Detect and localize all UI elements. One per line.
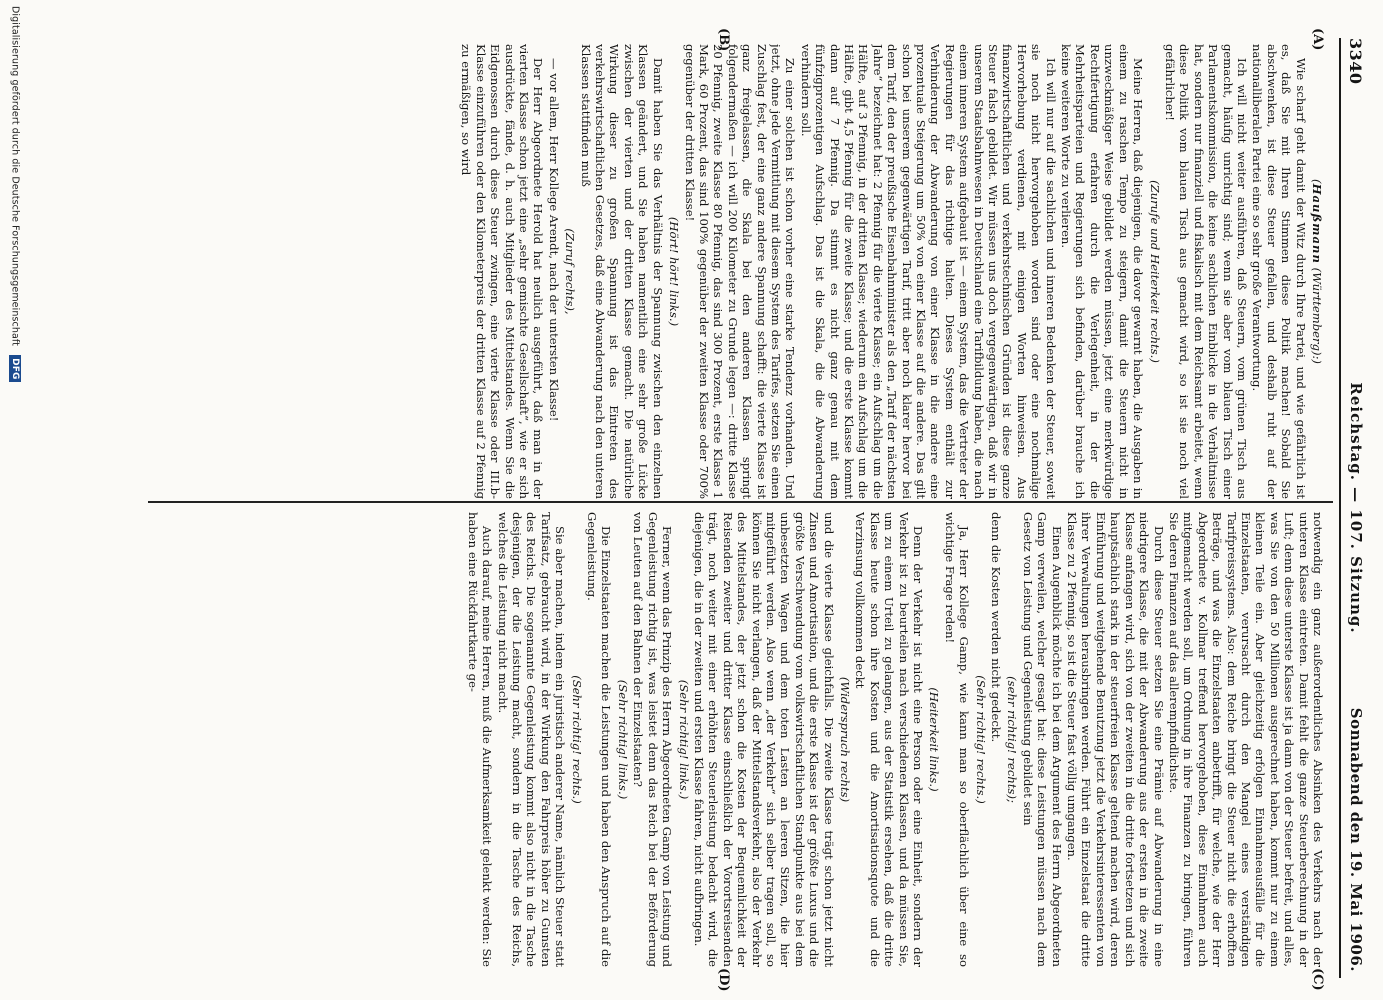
paragraph: notwendig ein ganz außerordentliches Absinken des Verkehrs nach der unteren Klasse eintreten. Damit fehlt die ganze Steuerberechnung in der Luft; denn diese unterste Klasse ist ja dann von der Steuer befreit, und alles, was Sie von den 50 Millionen ausgerechnet haben, kommt nur zu einem kleinen Teile ein. Aber gleichzeitig erfolgen Einnahmeausfälle für die Einzelstaaten, verursacht durch den Mangel eines verständigen Tarifpreissystems. Also: dem Reiche bringt die Steuer nicht die erhofften Beträge, und was die Einzelstaaten anbetrifft, für welche, wie der Herr Abgeordnete v. Kollmar treffend hervorgehoben, diese Einnahmen auch mitgemacht werden soll, um Ordnung in ihre Finanzen zu bringen, führen Sie deren Finanzen auf das allerempfindlichste.	[1166, 512, 1325, 967]
speaker-line: (Haußmann (Württemberg):)	[1310, 179, 1324, 364]
interjection: (Heiterkeit links.)	[927, 687, 942, 792]
interjection: (Sehr richtig! rechts.)	[569, 675, 584, 804]
page-header-date: Sonnabend den 19. Mai 1906.	[1347, 707, 1365, 972]
paragraph: Ich will nur auf die sachlichen und inneren Bedenken der Steuer, soweit sie noch nicht hervorgehoben worden sind oder eine nochmalige Hervorhebung verdienen, mit einigen Worten hinweisen. Aus finanzwirtschaftlichen und verkehrstechnischen Gründen ist diese ganze Steuer falsch gebildet. Wir müssen uns doch vergegenwärtigen, daß wir in unserem Staatsbahnwesen in Deutschland eine Tarifbildung haben, die nach einem inneren System aufgebaut ist — einem System, das die Vertreter der Regierungen für das richtige halten. Dieses System enthält zur Verhinderung der Abwanderung von einer Klasse in die andere eine prozentuale Steigerung um 50% von einer Klasse auf die andere. Das gilt schon bei unserem gegenwärtigen Tarif, tritt aber noch klarer hervor bei dem Tarif, den der preußische Eisenbahnminister als den „Tarif der nächsten Jahre“ bezeichnet hat: 2 Pfennig für die vierte Klasse; ein Aufschlag um die Hälfte, auf 3 Pfennig, in der dritten Klasse; wiederum ein Aufschlag um die Hälfte, gibt 4,5 Pfennig für die zweite Klasse; und die erste Klasse kommt dann auf 7 Pfennig. Da stimmt es nicht ganz genau mit dem fünfzigprozentigen Aufschlag. Das ist die Skala, die die Abwanderung verhindern soll.	[798, 44, 1058, 499]
paragraph: Damit haben Sie das Verhältnis der Spannung zwischen den einzelnen Klassen geändert, und Sie haben namentlich eine sehr große Lücke zwischen der vierten und der dritten Klasse gemacht. Die natürliche Wirkung dieser zu großen Spannung ist das Eintreten des verkehrswirtschaftlichen Gesetzes, daß eine Abwanderung nach den unteren Klassen stattfinden muß	[578, 44, 665, 499]
paragraph: Sie aber machen, indem ein juristisch anderer Name, nämlich Steuer statt Tarifsatz, gebraucht wird, in der Wirkung den Fahrpreis höher zu Gunsten des Reichs. Die sogenannte Gegenleistung kommt also nicht in die Tasche desjenigen, der die Leistung macht, sondern in die Tasche des Reichs, welches die Leistung nicht macht.	[495, 512, 568, 967]
interjection: (Hört! hört! links.)	[667, 216, 682, 327]
paragraph: Ich will nicht weiter ausführen, daß Steuern, vom grünen Tisch aus gemacht, häufig unrichtig sind; wenn sie aber vom blauen Tisch einer Parlamentskommission, die keine sachlichen Einblicke in die Verhältnisse hat, sondern nur finanziell und fiskalisch mit dem Reichsamt arbeitet, wenn diese Politik vom blauen Tisch aus gemacht wird, so ist sie noch viel gefährlicher!	[1162, 44, 1249, 499]
digitization-credit	[7, 6, 21, 981]
speaker-name: Haußmann	[1310, 183, 1324, 264]
paragraph: Denn der Verkehr ist nicht eine Person oder eine Einheit, sondern der Verkehr ist zu beurteilen nach verschiedenen Klassen, und da müssen Sie, um zu einem Urteil zu gelangen, aus der Statistik ersehen, daß die dritte Klasse heute schon ihre Kosten und die Amortisationsquote und die Verzinsung vollkommen deckt	[853, 512, 926, 967]
margin-mark-b: (B)	[716, 28, 731, 52]
paragraph: Ja, Herr Kollege Gamp, wie kann man so oberflächlich über eine so wichtige Frage reden!	[942, 512, 972, 967]
paragraph: Zu einer solchen ist schon vorher eine starke Tendenz vorhanden. Und jetzt, ohne jede Vermittlung mit diesem System des Tarifes, setzen Sie einen Zuschlag fest, der eine ganz andere Spannung schafft: die vierte Klasse ist ganz freigelassen, die Skala bei den anderen Klassen springt folgendermaßen — ich will 200 Kilometer zu Grunde legen —: dritte Klasse 20 Pfennig, zweite Klasse 80 Pfennig, das sind 300 Prozent, erste Klasse 1 Mark, 60 Prozent, das sind 100% gegenüber der zweiten Klasse oder 700% gegenüber der dritten Klasse!	[682, 44, 798, 499]
margin-mark-a: (A)	[1310, 28, 1325, 51]
interjection: (Sehr richtig! links.)	[676, 679, 691, 800]
interjection: (Zuruf rechts),	[563, 228, 578, 315]
margin-mark-c: (C)	[1310, 968, 1325, 991]
paragraph: Meine Herren, daß diejenigen, die davor gewarnt haben, die Ausgaben in einem zu raschen Tempo zu steigern, damit die Steuern nicht in unzweckmäßiger Weise gebildet werden müssen, jetzt eine merkwürdige Rechtfertigung erfahren durch die Verlegenheit, in der die Mehrheitsparteien und Regierungen sich befinden, darüber brauche ich keine weiteren Worte zu verlieren.	[1059, 44, 1146, 499]
left-column	[155, 44, 1325, 499]
paragraph: Ferner, wenn das Prinzip des Herrn Abgeordneten Gamp von Leistung und Gegenleistung richtig ist, was leistet denn das Reich bei der Beförderung von Leuten auf den Bahnen der Einzelstaaten?	[631, 512, 675, 967]
interjection: (Widerspruch rechts)	[838, 676, 852, 803]
page-number: 3340	[1346, 38, 1365, 85]
paragraph: denn die Kosten werden nicht gedeckt.	[989, 512, 1004, 743]
paragraph: Wie scharf geht damit der Witz durch Ihre Partei, und wie gefährlich ist es, daß Sie mit Ihren Stimmen diese Politik machen! Sobald Sie abschwenken, ist diese Steuer gefallen, und deshalb ruht auf der nationalliberalen Partei eine so sehr große Verantwortung.	[1250, 44, 1308, 499]
interjection: (Sehr richtig! rechts.)	[973, 675, 988, 804]
paragraph: Der Herr Abgeordnete Herold hat neulich ausgeführt, daß man in der vierten Klasse schon jetzt eine „sehr gemischte Gesellschaft“, wie er sich ausdrückte, fände, d. h. auch Mitglieder des Mittelstandes. Wenn Sie die Eidgenossen durch diese Steuer zwingen, eine vierte Klasse oder III.b-Klasse einzuführen oder den Kilometerpreis der dritten Klasse auf 2 Pfennig zu ermäßigen, so wird	[459, 44, 546, 499]
speaker-note: (Württemberg):	[1310, 267, 1324, 360]
paragraph: — vor allem, Herr Kollege Arendt, nach der untersten Klasse!	[546, 58, 561, 422]
interjection: (Zurufe und Heiterkeit rechts.)	[1147, 180, 1162, 363]
page-header-title: Reichstag. — 107. Sitzung.	[1347, 382, 1365, 634]
paragraph: Einen Augenblick möchte ich bei dem Argument des Herrn Abgeordneten Gamp verweilen, welcher gesagt hat: diese Leistungen müssen nach dem Gesetz von Leistung und Gegenleistung gebildet sein	[1020, 512, 1064, 967]
digitization-credit-text: Digitalisierung gefördert durch die Deutsche Forschungsgemeinschaft	[9, 6, 21, 346]
page-header	[1339, 38, 1369, 978]
margin-mark-d: (D)	[716, 968, 731, 992]
paragraph: Auch darauf, meine Herren, muß die Aufmerksamkeit gelenkt werden: Sie haben eine Rückfahrtkarte ge-	[465, 512, 495, 967]
paragraph: Durch diese Steuer setzen Sie eine Prämie auf Abwanderung in eine niedrigere Klasse, die mit der Abwanderung aus der ersten in die zweite Klasse anfangen wird, sich von der zweiten in die dritte fortsetzen und sich hauptsächlich stark in der steuerfreien Klasse geltend machen wird, deren Einführung und weitgehende Benutzung jetzt die Verkehrsinteressenten von ihrer Verwaltungen herausbringen werden. Führt ein Einzelstaat die dritte Klasse zu 2 Pfennig, so ist die Steuer fast völlig umgangen.	[1065, 512, 1166, 967]
paragraph: und die vierte Klasse gleichfalls. Die zweite Klasse trägt schon jetzt nicht Zinsen und Amortisation, und die erste Klasse ist der größte Luxus und die größte Verschwendung vom volkswirtschaftlichen Standpunkte aus bei dem unbesetzten Wagen und dem toten Lasten an leeren Sitzen, die hier mitgeführt werden. Also wenn „der Verkehr“ sich selber tragen soll, so können Sie nicht verlangen, daß der Mittelstandsverkehr, also der Verkehr des Mittelstandes, der jetzt schon die Kosten der Bequemlichkeit der Reisenden zweiter und dritter Klasse einschließlich der Vorortsreisenden trägt, noch weiter mit einer erhöhten Steuerleistung bedacht wird, die diejenigen, die in der zweiten und ersten Klasse fahren, nicht aufbringen.	[691, 512, 836, 967]
dfg-logo: DFG	[9, 355, 21, 382]
interjection: (sehr richtig! rechts);	[1005, 676, 1020, 803]
column-divider	[148, 501, 1333, 503]
interjection: (Sehr richtig! links.)	[615, 679, 630, 800]
right-column	[155, 512, 1325, 967]
paragraph: Die Einzelstaaten machen die Leistungen und haben den Anspruch auf die Gegenleistung.	[585, 512, 614, 967]
